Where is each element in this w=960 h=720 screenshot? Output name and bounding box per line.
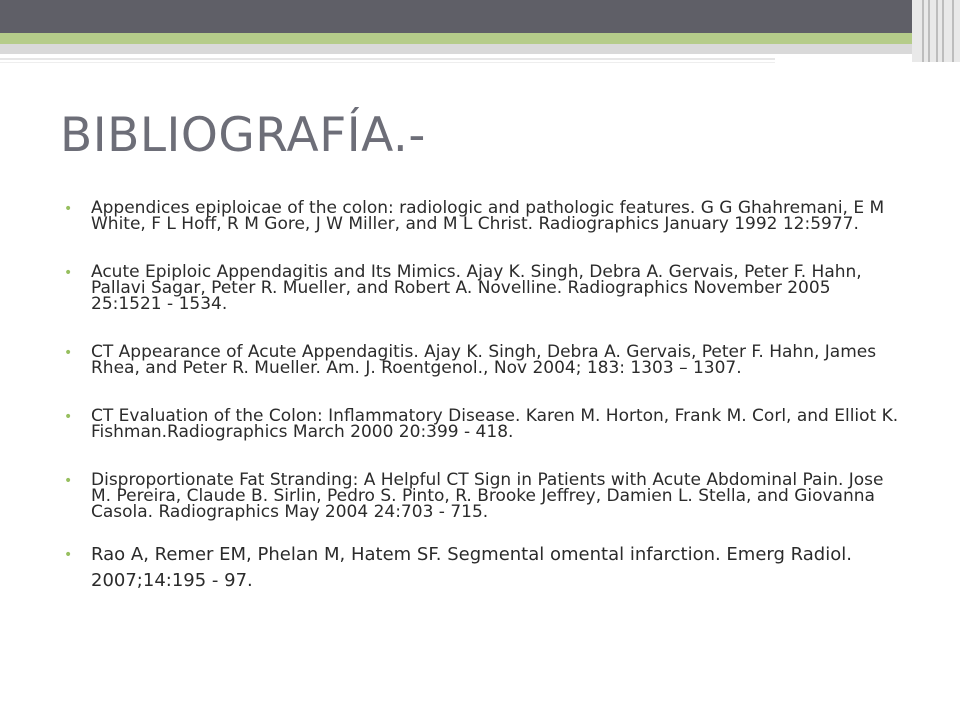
reference-list [64,200,900,626]
slide-title: BIBLIOGRAFÍA.- [60,108,426,163]
header-dark-bar [0,0,960,33]
header-stripes-decoration [912,0,960,62]
reference-text: Disproportionate Fat Stranding: A Helpful CT Sign in Patients with Acute Abdominal Pain. Jose M. Pereira, Claude B. Sirlin, Pedro S. Pinto, R. Brooke Jeffrey, Damien L. Stella, and Giovanna Casola. Radiographics May 2004 24:703 - 715. [91,470,884,522]
header-thin-line-2 [0,62,775,63]
bullet-icon: • [64,265,73,281]
bullet-icon: • [64,345,73,361]
reference-text: CT Evaluation of the Colon: Inflammatory Disease. Karen M. Horton, Frank M. Corl, and Elliot K. Fishman.Radiographics March 2000 20:399 - 418. [91,406,899,442]
bullet-icon: • [64,547,73,563]
reference-item [64,264,900,312]
bullet-icon: • [64,409,73,425]
header-green-bar [0,33,960,44]
bullet-icon: • [64,201,73,217]
bullet-icon: • [64,473,73,489]
reference-text: CT Appearance of Acute Appendagitis. Ajay K. Singh, Debra A. Gervais, Peter F. Hahn, James Rhea, and Peter R. Mueller. Am. J. Roentgenol., Nov 2004; 183: 1303 – 1307. [91,342,877,378]
header-thin-line [0,58,775,60]
reference-text: Rao A, Remer EM, Phelan M, Hatem SF. Segmental omental infarction. Emerg Radiol. 2007;14:195 - 97. [91,544,852,591]
reference-item [64,344,900,376]
reference-item [64,542,900,594]
reference-item [64,408,900,440]
header-grey-bar [0,44,960,54]
reference-item [64,472,900,520]
reference-text: Acute Epiploic Appendagitis and Its Mimics. Ajay K. Singh, Debra A. Gervais, Peter F. Hahn, Pallavi Sagar, Peter R. Mueller, and Robert A. Novelline. Radiographics November 2005 25:1521 - 1534. [91,262,862,314]
reference-item [64,200,900,232]
reference-text: Appendices epiploicae of the colon: radiologic and pathologic features. G G Ghahremani, E M White, F L Hoff, R M Gore, J W Miller, and M L Christ. Radiographics January 1992 12:5977. [91,198,885,234]
